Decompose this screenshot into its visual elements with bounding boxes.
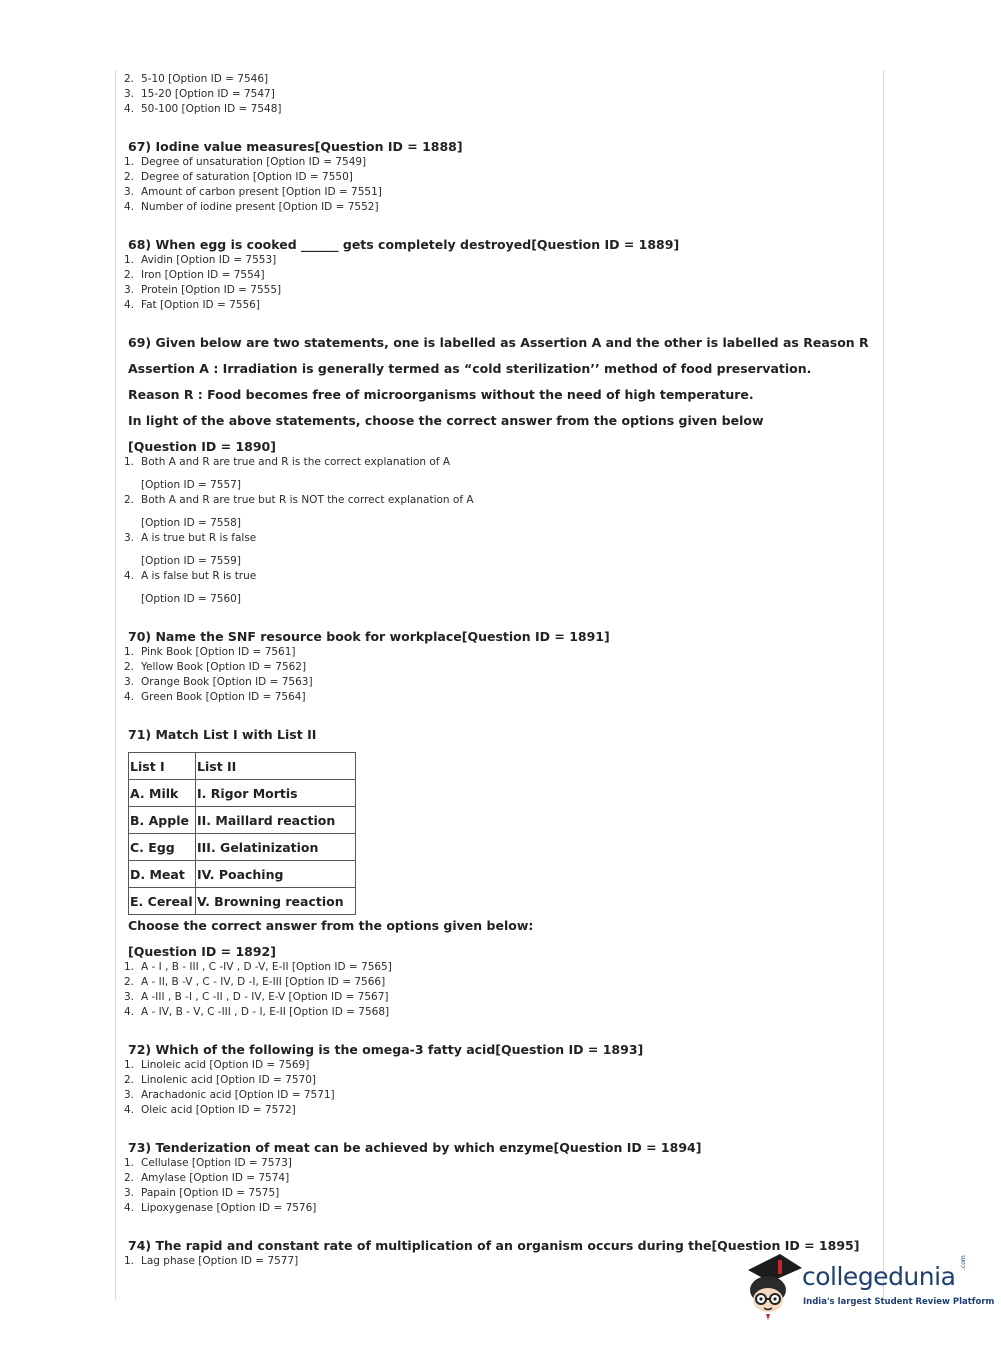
option-item: 3. Papain [Option ID = 7575]	[124, 1187, 280, 1199]
option-id: [Option ID = 7557]	[141, 479, 241, 491]
table-row	[129, 861, 356, 888]
question-id: [Question ID = 1892]	[128, 944, 276, 959]
option-item: 4. A - IV, B - V, C -III , D - I, E-II [Option ID = 7568]	[124, 1006, 390, 1018]
table-cell: IV. Poaching	[196, 861, 356, 888]
option-item: 3. Arachadonic acid [Option ID = 7571]	[124, 1089, 335, 1101]
option-item: 2. Both A and R are true but R is NOT the correct explanation of A	[124, 494, 474, 506]
question-70	[124, 629, 864, 705]
option-item: 1. Lag phase [Option ID = 7577]	[124, 1255, 299, 1267]
option-item: 2. Yellow Book [Option ID = 7562]	[124, 661, 307, 673]
question-title: 68) When egg is cooked ______ gets completely destroyed[Question ID = 1889]	[128, 237, 680, 252]
question-title: 72) Which of the following is the omega-3 fatty acid[Question ID = 1893]	[128, 1042, 644, 1057]
table-cell: List II	[196, 753, 356, 780]
table-cell: V. Browning reaction	[196, 888, 356, 915]
option-item: 3. A is true but R is false	[124, 532, 257, 544]
instruction-text: In light of the above statements, choose the correct answer from the options given below	[128, 413, 764, 428]
question-title: 74) The rapid and constant rate of multiplication of an organism occurs during the[Question ID = 1895]	[128, 1238, 860, 1253]
question-73	[124, 1140, 864, 1216]
option-item: 4. Oleic acid [Option ID = 7572]	[124, 1104, 296, 1116]
question-id: [Question ID = 1890]	[128, 439, 276, 454]
option-item: 2. Degree of saturation [Option ID = 7550]	[124, 171, 353, 183]
option-item: 4. A is false but R is true	[124, 570, 257, 582]
table-row	[129, 834, 356, 861]
option-item: 1. Both A and R are true and R is the correct explanation of A	[124, 456, 450, 468]
reason-text: Reason R : Food becomes free of microorganisms without the need of high temperature.	[128, 387, 754, 402]
option-item: 3. Orange Book [Option ID = 7563]	[124, 676, 313, 688]
table-cell: C. Egg	[129, 834, 196, 861]
option-item: 3. Protein [Option ID = 7555]	[124, 284, 282, 296]
table-cell: A. Milk	[129, 780, 196, 807]
question-title: 67) Iodine value measures[Question ID = 1888]	[128, 139, 463, 154]
match-table	[128, 752, 356, 915]
option-id: [Option ID = 7559]	[141, 555, 241, 567]
question-69	[124, 335, 869, 607]
table-cell: II. Maillard reaction	[196, 807, 356, 834]
table-cell: E. Cereal	[129, 888, 196, 915]
option-item: 1. Cellulase [Option ID = 7573]	[124, 1157, 292, 1169]
question-paper	[124, 72, 869, 1269]
table-row	[129, 807, 356, 834]
option-id: [Option ID = 7560]	[141, 593, 241, 605]
question-title: 71) Match List I with List II	[128, 727, 317, 742]
right-margin-rule	[883, 70, 884, 1300]
option-item: 4. 50-100 [Option ID = 7548]	[124, 103, 282, 115]
option-item: 2. Iron [Option ID = 7554]	[124, 269, 265, 281]
logo-dotcom: .com	[960, 1255, 967, 1270]
option-item: 4. Lipoxygenase [Option ID = 7576]	[124, 1202, 317, 1214]
logo-wordmark: collegedunia	[802, 1262, 956, 1291]
mascot-icon	[742, 1250, 804, 1320]
instruction-text: Choose the correct answer from the options given below:	[128, 918, 534, 933]
table-cell: List I	[129, 753, 196, 780]
collegedunia-logo[interactable]	[742, 1250, 995, 1320]
option-id: [Option ID = 7558]	[141, 517, 241, 529]
option-item: 1. Pink Book [Option ID = 7561]	[124, 646, 296, 658]
table-row	[129, 888, 356, 915]
table-cell: III. Gelatinization	[196, 834, 356, 861]
option-item: 1. Avidin [Option ID = 7553]	[124, 254, 277, 266]
table-cell: B. Apple	[129, 807, 196, 834]
table-row	[129, 780, 356, 807]
question-title: 69) Given below are two statements, one is labelled as Assertion A and the other is labelled as Reason R	[128, 335, 869, 350]
option-item: 2. Amylase [Option ID = 7574]	[124, 1172, 290, 1184]
option-item: 4. Green Book [Option ID = 7564]	[124, 691, 306, 703]
question-title: 73) Tenderization of meat can be achieved by which enzyme[Question ID = 1894]	[128, 1140, 702, 1155]
left-margin-rule	[115, 70, 116, 1300]
option-item: 2. Linolenic acid [Option ID = 7570]	[124, 1074, 316, 1086]
option-item: 3. 15-20 [Option ID = 7547]	[124, 88, 275, 100]
option-item: 1. A - I , B - III , C -IV , D -V, E-II [Option ID = 7565]	[124, 961, 392, 973]
option-item: 1. Linoleic acid [Option ID = 7569]	[124, 1059, 310, 1071]
option-item: 4. Number of iodine present [Option ID = 7552]	[124, 201, 379, 213]
table-cell: I. Rigor Mortis	[196, 780, 356, 807]
option-item: 2. 5-10 [Option ID = 7546]	[124, 73, 269, 85]
question-72	[124, 1042, 864, 1118]
option-item: 3. A -III , B -I , C -II , D - IV, E-V [Option ID = 7567]	[124, 991, 389, 1003]
option-item: 1. Degree of unsaturation [Option ID = 7549]	[124, 156, 367, 168]
option-item: 3. Amount of carbon present [Option ID = 7551]	[124, 186, 382, 198]
logo-tagline: India's largest Student Review Platform	[803, 1297, 995, 1307]
question-68	[124, 237, 864, 313]
continued-options	[124, 72, 864, 117]
question-title: 70) Name the SNF resource book for workplace[Question ID = 1891]	[128, 629, 610, 644]
question-71	[124, 727, 864, 1020]
table-cell: D. Meat	[129, 861, 196, 888]
option-item: 4. Fat [Option ID = 7556]	[124, 299, 260, 311]
option-item: 2. A - II, B -V , C - IV, D -I, E-III [Option ID = 7566]	[124, 976, 386, 988]
table-row	[129, 753, 356, 780]
assertion-text: Assertion A : Irradiation is generally termed as “cold sterilization’’ method of food preservation.	[128, 361, 812, 376]
question-67	[124, 139, 864, 215]
